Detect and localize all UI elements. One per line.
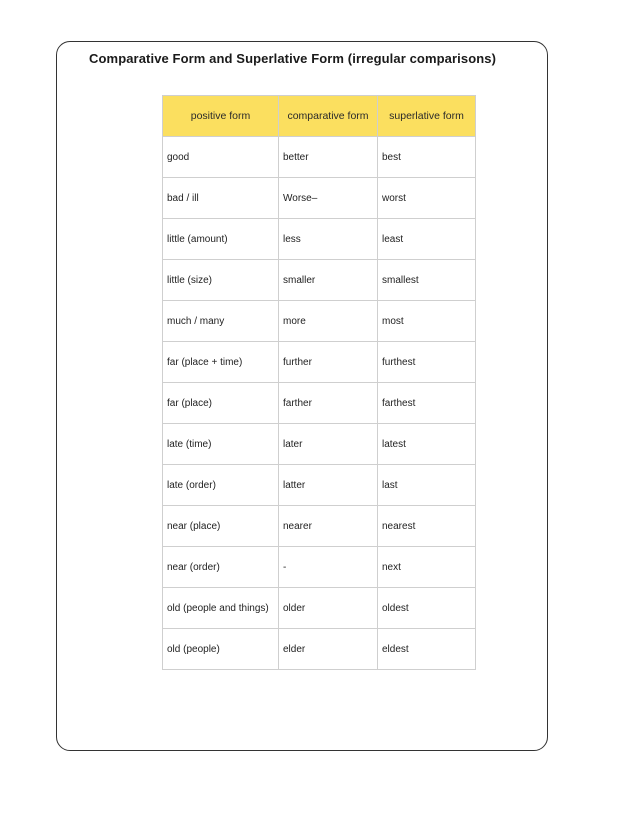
cell-comparative: - — [279, 547, 378, 588]
cell-comparative: elder — [279, 629, 378, 670]
header-positive-form: positive form — [163, 96, 279, 137]
cell-comparative: nearer — [279, 506, 378, 547]
table-row — [163, 301, 476, 342]
table-row — [163, 178, 476, 219]
cell-comparative: further — [279, 342, 378, 383]
table-row — [163, 588, 476, 629]
cell-superlative: nearest — [378, 506, 476, 547]
cell-comparative: latter — [279, 465, 378, 506]
table-row — [163, 629, 476, 670]
cell-superlative: next — [378, 547, 476, 588]
cell-superlative: furthest — [378, 342, 476, 383]
comparison-table — [162, 95, 476, 670]
cell-positive: much / many — [163, 301, 279, 342]
cell-positive: little (amount) — [163, 219, 279, 260]
cell-superlative: last — [378, 465, 476, 506]
table-row — [163, 260, 476, 301]
cell-comparative: later — [279, 424, 378, 465]
cell-comparative: farther — [279, 383, 378, 424]
cell-comparative: better — [279, 137, 378, 178]
page-title: Comparative Form and Superlative Form (irregular comparisons) — [89, 51, 497, 66]
cell-positive: near (order) — [163, 547, 279, 588]
cell-comparative: Worse– — [279, 178, 378, 219]
cell-positive: far (place + time) — [163, 342, 279, 383]
table-row — [163, 547, 476, 588]
cell-comparative: older — [279, 588, 378, 629]
cell-superlative: smallest — [378, 260, 476, 301]
cell-positive: good — [163, 137, 279, 178]
cell-comparative: smaller — [279, 260, 378, 301]
table-row — [163, 424, 476, 465]
header-superlative-form: superlative form — [378, 96, 476, 137]
table-row — [163, 506, 476, 547]
cell-superlative: least — [378, 219, 476, 260]
cell-positive: old (people) — [163, 629, 279, 670]
cell-positive: late (time) — [163, 424, 279, 465]
cell-positive: bad / ill — [163, 178, 279, 219]
cell-superlative: eldest — [378, 629, 476, 670]
cell-superlative: latest — [378, 424, 476, 465]
cell-superlative: oldest — [378, 588, 476, 629]
table-row — [163, 219, 476, 260]
cell-positive: little (size) — [163, 260, 279, 301]
cell-positive: near (place) — [163, 506, 279, 547]
cell-positive: old (people and things) — [163, 588, 279, 629]
table-header-row — [163, 96, 476, 137]
cell-comparative: more — [279, 301, 378, 342]
table-row — [163, 383, 476, 424]
cell-superlative: worst — [378, 178, 476, 219]
cell-superlative: farthest — [378, 383, 476, 424]
cell-superlative: most — [378, 301, 476, 342]
table-row — [163, 465, 476, 506]
header-comparative-form: comparative form — [279, 96, 378, 137]
table-row — [163, 342, 476, 383]
table-row — [163, 137, 476, 178]
cell-comparative: less — [279, 219, 378, 260]
cell-superlative: best — [378, 137, 476, 178]
cell-positive: late (order) — [163, 465, 279, 506]
cell-positive: far (place) — [163, 383, 279, 424]
